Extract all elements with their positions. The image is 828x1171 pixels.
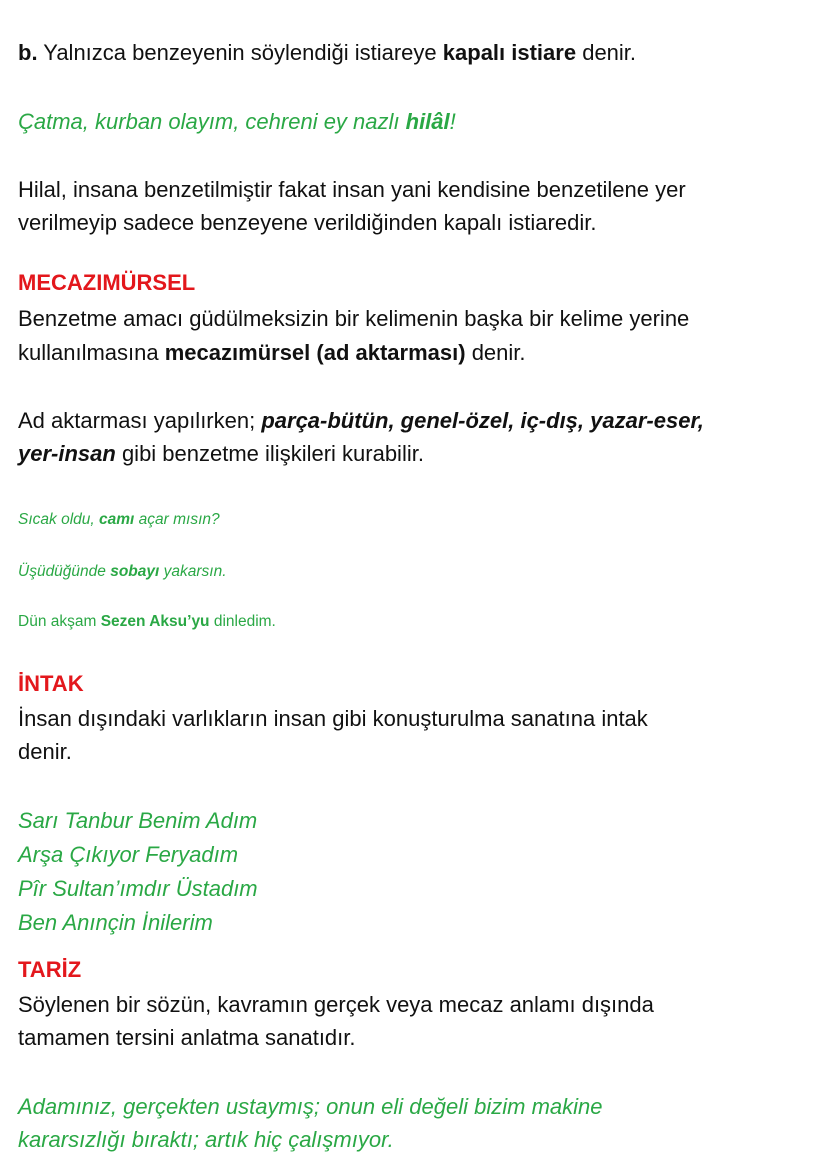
mecazimursel-def-text: kullanılmasına (18, 340, 165, 365)
relations-text-2: gibi benzetme ilişkileri kurabilir. (115, 441, 424, 466)
tariz-heading: TARİZ (18, 957, 82, 982)
hilal-explanation-line-1: Hilal, insana benzetilmiştir fakat insan yani kendisine benzetilene yer (18, 177, 686, 202)
hilal-example-text: Çatma, kurban olayım, cehreni ey nazlı (18, 109, 406, 134)
kapali-istiare-term: kapalı istiare (442, 40, 577, 65)
kapali-istiare-definition (18, 38, 636, 68)
example-1-bold: camı (99, 511, 135, 528)
relations-bold-2: yer-insan (18, 441, 116, 466)
intak-poem-line-1: Sarı Tanbur Benim Adım (18, 808, 258, 833)
relations-bold: parça-bütün, genel-özel, iç-dış, yazar-eser, (261, 408, 704, 433)
tariz-definition-line-2: tamamen tersini anlatma sanatıdır. (18, 1025, 356, 1050)
mecazimursel-example-1 (18, 509, 220, 531)
intak-heading: İNTAK (18, 671, 84, 696)
intak-definition-line-1: İnsan dışındaki varlıkların insan gibi konuşturulma sanatına intak (18, 706, 648, 731)
intak-poem-line-4: Ben Anınçin İnilerim (18, 910, 213, 935)
example-3-before: Dün akşam (18, 613, 101, 630)
mecazimursel-def-term: mecazımürsel (ad aktarması) (164, 340, 466, 365)
kapali-istiare-text-1: Yalnızca benzeyenin söylendiği istiareye (37, 40, 443, 65)
mecazimursel-def-end: denir. (465, 340, 526, 365)
mecazimursel-relations-line-1 (18, 406, 704, 436)
intak-poem-line-3: Pîr Sultan’ımdır Üstadım (18, 876, 258, 901)
example-3-bold: Sezen Aksu’yu (100, 613, 210, 630)
mecazimursel-definition-line-2 (18, 338, 526, 368)
section-b-prefix: b. (18, 40, 38, 65)
example-2-after: yakarsın. (159, 563, 227, 580)
mecazimursel-example-2 (18, 561, 227, 583)
relations-text: Ad aktarması yapılırken; (18, 408, 262, 433)
intak-definition-line-2: denir. (18, 739, 72, 764)
intak-poem-line-2: Arşa Çıkıyor Feryadım (18, 842, 239, 867)
mecazimursel-definition-line-1: Benzetme amacı güdülmeksizin bir kelimenin başka bir kelime yerine (18, 306, 690, 331)
kapali-istiare-text-2: denir. (576, 40, 637, 65)
tariz-example-line-1: Adamınız, gerçekten ustaymış; onun eli değeli bizim makine (18, 1094, 603, 1119)
example-2-bold: sobayı (110, 563, 160, 580)
example-2-before: Üşüdüğünde (18, 563, 111, 580)
mecazimursel-example-3 (18, 611, 276, 633)
mecazimursel-heading: MECAZIMÜRSEL (18, 270, 196, 295)
tariz-definition-line-1: Söylenen bir sözün, kavramın gerçek veya mecaz anlamı dışında (18, 992, 654, 1017)
hilal-explanation-line-2: verilmeyip sadece benzeyene verildiğinden kapalı istiaredir. (18, 210, 597, 235)
example-1-after: açar mısın? (134, 511, 220, 528)
tariz-example-line-2: kararsızlığı bıraktı; artık hiç çalışmıyor. (18, 1127, 394, 1152)
hilal-example-bold: hilâl (405, 109, 450, 134)
hilal-example (18, 107, 456, 137)
example-3-after: dinledim. (209, 613, 276, 630)
hilal-example-end: ! (449, 109, 456, 134)
mecazimursel-relations-line-2 (18, 439, 424, 469)
example-1-before: Sıcak oldu, (18, 511, 99, 528)
